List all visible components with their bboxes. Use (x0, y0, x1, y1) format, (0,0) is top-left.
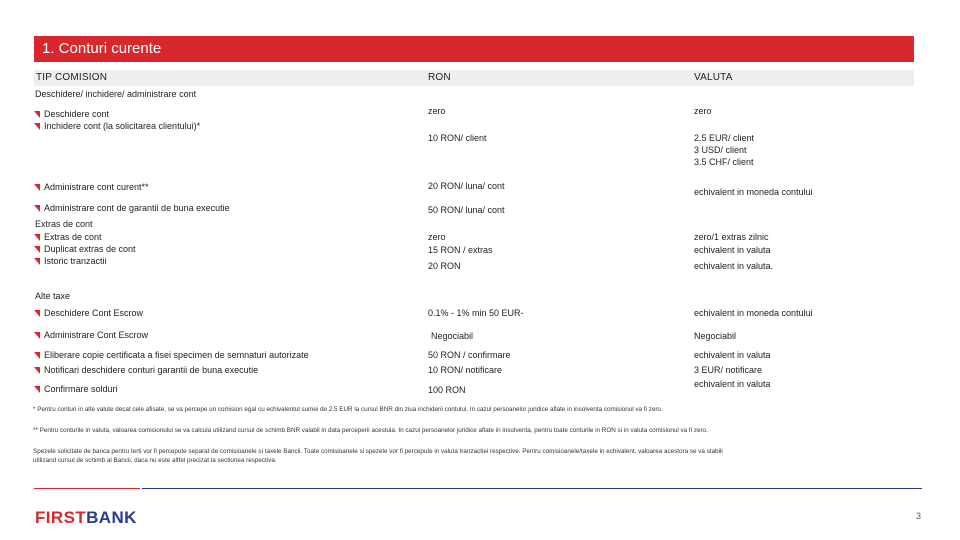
table-header-band (34, 70, 914, 86)
valuta-escrow-administrare: Negociabil (694, 331, 737, 341)
ron-escrow-deschidere: 0.1% - 1% min 50 EUR- (428, 308, 524, 318)
section-extras-label: Extras de cont (35, 219, 93, 229)
ron-confirmare: 100 RON (428, 385, 466, 395)
ron-deschidere: zero (428, 106, 446, 116)
item-confirmare-solduri: Confirmare solduri (34, 384, 118, 394)
section-title: 1. Conturi curente (34, 36, 914, 62)
ron-administrare-garantii: 50 RON/ luna/ cont (428, 205, 505, 215)
ron-istoric: 20 RON (428, 261, 461, 271)
header-ron: RON (428, 72, 451, 83)
ron-notificari: 10 RON/ notificare (428, 365, 503, 375)
item-administrare-curent: Administrare cont curent** (34, 182, 149, 192)
valuta-inchidere-usd: 3 USD/ client (694, 145, 747, 155)
footnote-1: * Pentru conturi in alte valute decat cele afisate, se va percepe un comision egal cu echivalentul sumei de 2.5 EUR la cursul BNR din ziua inchiderii contului. In cazul persoanelor juridice aflate in insolventa comisionul va fi zero. (33, 406, 663, 413)
valuta-administrare: echivalent in moneda contului (694, 187, 813, 197)
ron-extras: zero (428, 232, 446, 242)
item-administrare-garantii: Administrare cont de garantii de buna executie (34, 203, 230, 213)
logo-bank: BANK (86, 508, 137, 527)
footer-divider-blue (142, 488, 922, 489)
item-notificari: Notificari deschidere conturi garantii de buna executie (34, 365, 258, 375)
item-duplicat-extras: Duplicat extras de cont (34, 244, 136, 254)
header-valuta: VALUTA (694, 72, 733, 83)
ron-escrow-administrare: Negociabil (431, 331, 474, 341)
valuta-istoric: echivalent in valuta. (694, 261, 774, 271)
ron-inchidere: 10 RON/ client (428, 133, 487, 143)
footnote-2: ** Pentru conturile in valuta, valoarea comisionului se va calcula utilizand cursul de schimb BNR valabil in data perceperii acestuia. In cazul persoanelor juridice aflate in insolventa, pentru toate conturile in RON si in valuta comisionul va fi zero. (33, 427, 708, 434)
valuta-escrow-deschidere: echivalent in moneda contului (694, 308, 813, 318)
header-tip-comision: TIP COMISION (36, 72, 108, 83)
valuta-inchidere-eur: 2.5 EUR/ client (694, 133, 755, 143)
page-number: 3 (916, 511, 922, 521)
valuta-extras: zero/1 extras zilnic (694, 232, 769, 242)
item-eliberare-copie: Eliberare copie certificata a fisei specimen de semnaturi autorizate (34, 350, 309, 360)
valuta-duplicat: echivalent in valuta (694, 245, 771, 255)
valuta-notificari: 3 EUR/ notificare (694, 365, 763, 375)
item-inchidere-cont: Inchidere cont (la solicitarea clientului)* (34, 121, 200, 131)
valuta-eliberare: echivalent in valuta (694, 350, 771, 360)
ron-administrare-curent: 20 RON/ luna/ cont (428, 181, 505, 191)
item-deschidere-cont: Deschidere cont (34, 109, 109, 119)
item-istoric-tranzactii: Istoric tranzactii (34, 256, 107, 266)
valuta-deschidere: zero (694, 106, 712, 116)
item-deschidere-escrow: Deschidere Cont Escrow (34, 308, 143, 318)
ron-duplicat: 15 RON / extras (428, 245, 493, 255)
footnote-3a: Spezele solicitate de banca pentru terti vor fi percepute separat de comisioanele si taxele Bancii. Toate comisioanele si spezele vor fi percepute in valuta tranzactiei respective. Pentru comisioanele/taxele in echivalent, valoarea acestora se va stabili (33, 448, 723, 455)
valuta-inchidere-chf: 3.5 CHF/ client (694, 157, 754, 167)
section-alte-taxe-label: Alte taxe (35, 291, 71, 301)
item-extras-cont: Extras de cont (34, 232, 102, 242)
item-administrare-escrow: Administrare Cont Escrow (34, 330, 148, 340)
footnote-3b: utilizand cursul de schimb al Bancii, daca nu este altfel precizat la sectiunea respectiva. (33, 457, 277, 464)
ron-eliberare: 50 RON / confirmare (428, 350, 511, 360)
firstbank-logo (35, 509, 137, 527)
logo-first: FIRST (35, 508, 87, 527)
valuta-confirmare: echivalent in valuta (694, 379, 771, 389)
section-deschidere-label: Deschidere/ inchidere/ administrare cont (35, 89, 197, 99)
footer-divider-red (34, 488, 140, 489)
